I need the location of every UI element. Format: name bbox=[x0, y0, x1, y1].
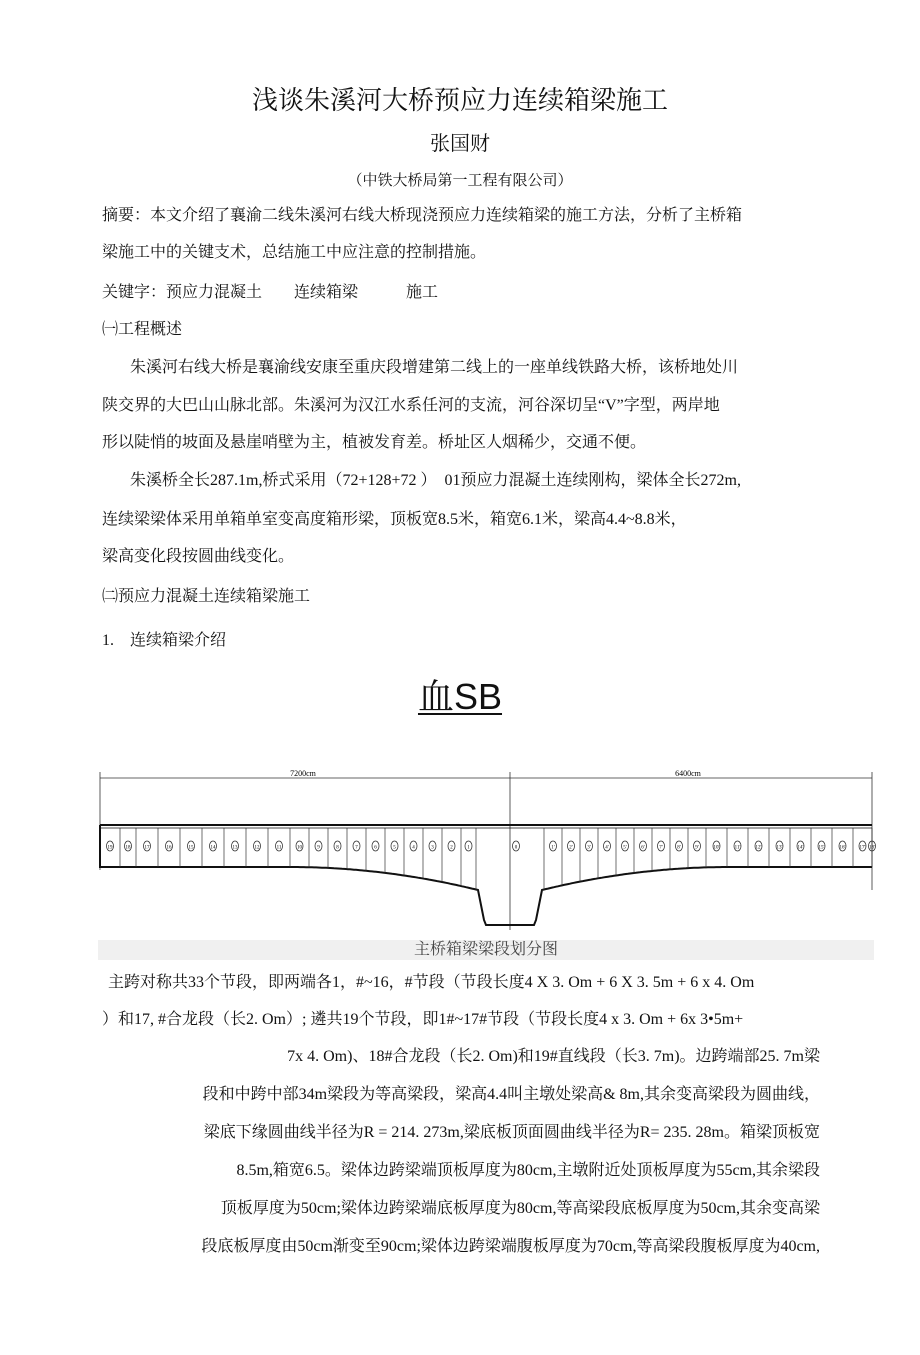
section-heading: ㈡预应力混凝土连续箱梁施工 bbox=[102, 588, 311, 605]
segment-label: 4' bbox=[605, 845, 609, 851]
segment-label: 1 bbox=[467, 845, 470, 851]
dimension-label-right: 6400cm bbox=[675, 769, 701, 778]
segment-label: 18 bbox=[125, 845, 131, 851]
segment-label: 13 bbox=[232, 845, 238, 851]
segment-label: 10 bbox=[297, 845, 302, 851]
affiliation: （中铁大桥局第一工程有限公司） bbox=[347, 173, 573, 189]
segment-label: 11' bbox=[734, 845, 741, 851]
segment-label: 2' bbox=[569, 845, 573, 851]
segment-label: 11 bbox=[276, 845, 282, 851]
segment-label: 6' bbox=[641, 845, 645, 851]
segment-label: 14 bbox=[210, 845, 216, 851]
segment-label: 13' bbox=[776, 845, 783, 851]
segment-label: 8 bbox=[336, 845, 339, 851]
paragraph-line: 连续梁梁体采用单箱单室变高度箱形梁，顶板宽8.5米，箱宽6.1米，梁高4.4~8.8米， bbox=[102, 511, 687, 528]
segment-label: 14' bbox=[797, 845, 804, 851]
paragraph-line: 8.5m,箱宽6.5。梁体边跨梁端顶板厚度为80cm,主墩附近处顶板厚度为55cm,其余梁段 bbox=[236, 1162, 820, 1179]
paragraph-line: 陕交界的大巴山山脉北部。朱溪河为汉江水系任河的支流，河谷深切呈“V”字型，两岸地 bbox=[102, 397, 720, 414]
paragraph-line: 朱溪河右线大桥是襄渝线安康至重庆段增建第二线上的一座单线铁路大桥，该桥地处川 bbox=[130, 359, 739, 376]
segment-label: 7 bbox=[355, 845, 358, 851]
paragraph-line: ）和17, #合龙段（长2. Om）; 遴共19个节段，即1#~17#节段（节段长度4 x 3. Om + 6x 3•5m+ bbox=[102, 1011, 744, 1028]
paragraph-line: 梁高变化段按圆曲线变化。 bbox=[102, 548, 295, 565]
segment-label: 10' bbox=[713, 845, 720, 851]
section-heading: ㈠工程概述 bbox=[102, 321, 183, 338]
logo-text-label: 血SB bbox=[417, 676, 503, 717]
segment-label: 4 bbox=[412, 845, 415, 851]
paragraph-line: 梁底下缘圆曲线半径为R = 214. 273m,梁底板顶面圆曲线半径为R= 235. 28m。箱梁顶板宽 bbox=[203, 1124, 820, 1141]
segment-label: 7' bbox=[659, 845, 663, 851]
logo-text bbox=[0, 676, 920, 718]
figure-caption: 主桥箱梁梁段划分图 bbox=[413, 941, 558, 958]
abstract-line: 梁施工中的关键支术，总结施工中应注意的控制措施。 bbox=[102, 244, 487, 261]
segment-label: 9 bbox=[317, 845, 320, 851]
segment-label: 16 bbox=[166, 845, 172, 851]
subsection-heading: 1. 连续箱梁介绍 bbox=[102, 632, 227, 649]
paragraph-line: 朱溪桥全长287.1m,桥式采用（72+128+72 ） 01预应力混凝土连续刚构，梁体全长272m, bbox=[130, 472, 741, 489]
segment-label: 17 bbox=[144, 845, 150, 851]
document-title: 浅谈朱溪河大桥预应力连续箱梁施工 bbox=[251, 86, 668, 116]
segment-label: 19 bbox=[107, 845, 113, 851]
segment-label: 6 bbox=[374, 845, 377, 851]
paragraph-line: 段和中跨中部34m梁段为等高梁段，梁高4.4叫主墩处梁高& 8m,其余变高梁段为圆曲线， bbox=[202, 1086, 820, 1103]
author: 张国财 bbox=[430, 131, 490, 155]
paragraph-line: 段底板厚度由50cm渐变至90cm;梁体边跨梁端腹板厚度为70cm,等高梁段腹板厚度为40cm, bbox=[201, 1238, 820, 1255]
segment-label: 5' bbox=[623, 845, 627, 851]
keywords: 关键字：预应力混凝土 连续箱梁 施工 bbox=[102, 284, 439, 301]
segment-label: 17' bbox=[859, 845, 866, 851]
dimension-label-left: 7200cm bbox=[290, 769, 316, 778]
paragraph-line: 形以陡悄的坡面及悬崖哨壁为主，植被发育差。桥址区人烟稀少，交通不便。 bbox=[102, 434, 647, 451]
segment-label-pier: 0 bbox=[514, 845, 518, 851]
paragraph-line: 顶板厚度为50cm;梁体边跨梁端底板厚度为80cm,等高梁段底板厚度为50cm,其余变高梁 bbox=[220, 1200, 820, 1217]
segment-label: 16' bbox=[839, 845, 846, 851]
paragraph-line: 7x 4. Om)、18#合龙段（长2. Om)和19#直线段（长3. 7m)。边跨端部25. 7m梁 bbox=[287, 1048, 820, 1065]
segment-label: 12' bbox=[755, 845, 762, 851]
segment-label: 9' bbox=[695, 845, 699, 851]
segment-label: 3 bbox=[431, 845, 434, 851]
segment-label: 2 bbox=[450, 845, 453, 851]
abstract-line: 摘要：本文介绍了襄渝二线朱溪河右线大桥现浇预应力连续箱梁的施工方法，分析了主桥箱 bbox=[102, 207, 743, 224]
paragraph-line: 主跨对称共33个节段，即两端各1，#~16，#节段（节段长度4 X 3. Om + 6 X 3. 5m + 6 x 4. Om bbox=[108, 974, 755, 991]
segment-label: 5 bbox=[393, 845, 396, 851]
box-girder-outline bbox=[100, 825, 872, 925]
segment-label: 8' bbox=[677, 845, 681, 851]
segment-label: 15 bbox=[188, 845, 194, 851]
segment-label: 12 bbox=[254, 845, 260, 851]
segment-label: 1' bbox=[551, 845, 555, 851]
segment-label: 18' bbox=[869, 845, 875, 851]
segment-label: 15' bbox=[818, 845, 825, 851]
segment-label: 3' bbox=[587, 845, 591, 851]
segment-division-diagram bbox=[98, 760, 874, 960]
